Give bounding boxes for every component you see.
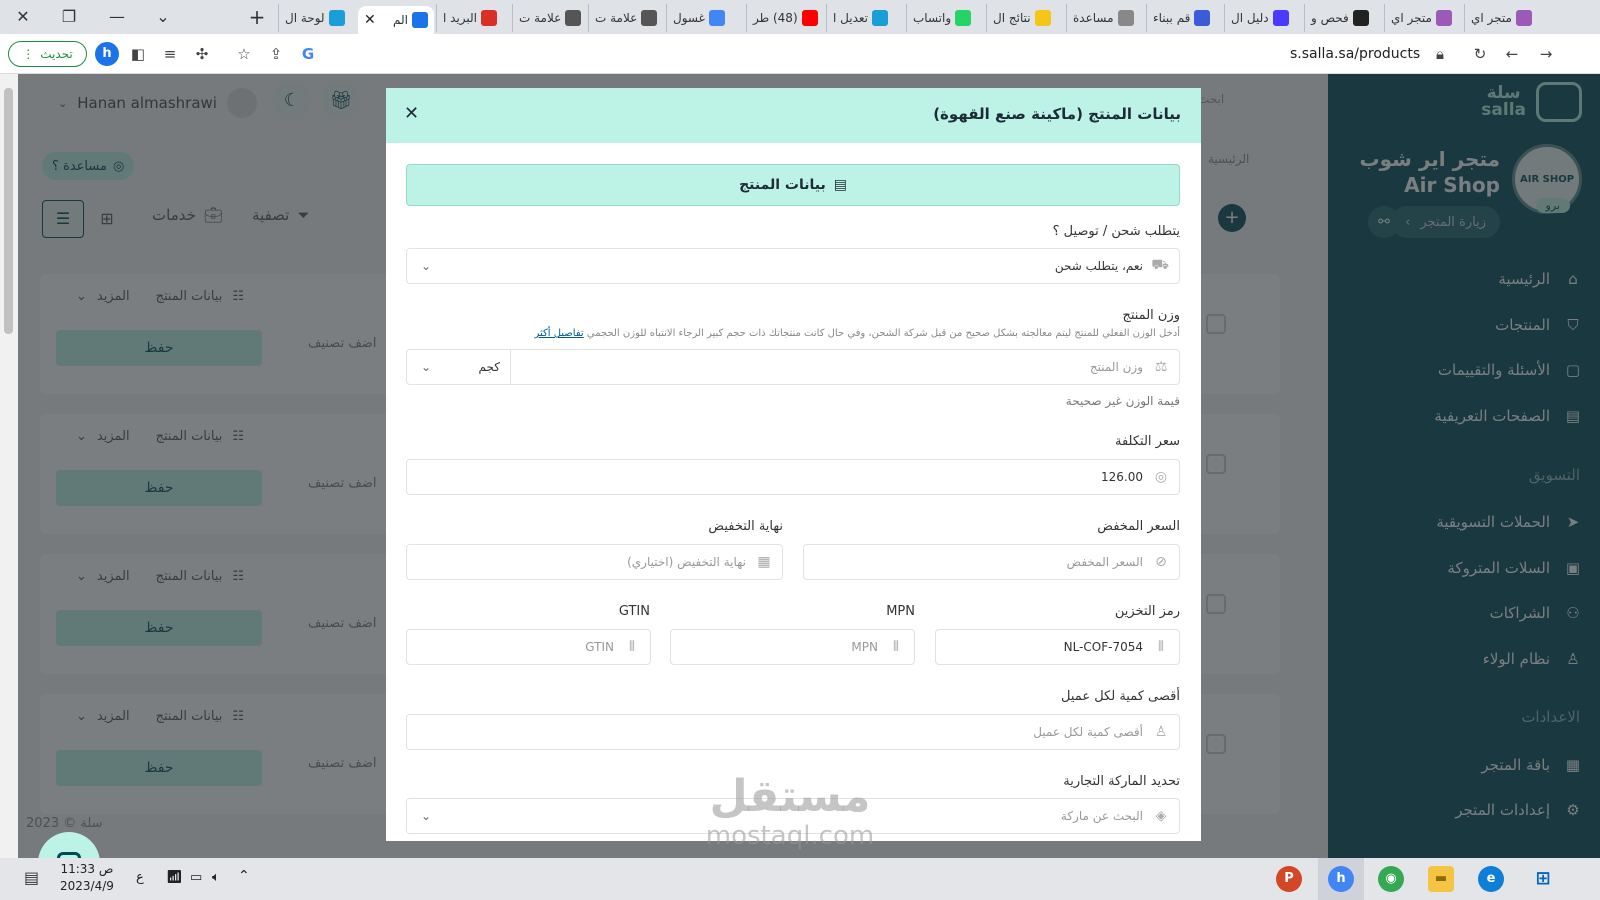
cost-input[interactable] — [406, 459, 1180, 495]
weight-placeholder: وزن المنتج — [1089, 360, 1143, 374]
url-text[interactable]: s.salla.sa/products — [1290, 46, 1421, 62]
calendar-icon: ▦ — [757, 554, 771, 570]
barcode-icon: ⦀ — [628, 639, 636, 655]
bookmark-star-icon[interactable]: ☆ — [237, 45, 251, 63]
tab-label: (48) طر — [753, 11, 798, 25]
forward-icon[interactable]: → — [1539, 45, 1553, 63]
tab-label: متجر اي — [1391, 11, 1432, 25]
tab-label: واتساب — [913, 11, 952, 25]
tab-favicon-icon — [1273, 10, 1289, 26]
shipping-select[interactable] — [406, 248, 1180, 284]
google-icon[interactable]: G — [301, 45, 315, 63]
new-tab-button[interactable]: + — [248, 5, 266, 29]
address-bar — [0, 34, 1600, 74]
update-label: تحديث — [40, 47, 73, 61]
browser-tab[interactable] — [666, 4, 746, 32]
tab-favicon-icon — [641, 10, 657, 26]
share-icon[interactable]: ⇪ — [269, 45, 283, 63]
watermark-en: mostaql.com — [705, 821, 875, 851]
chevron-down-icon: ⌄ — [421, 259, 432, 273]
max-qty-placeholder: أقصى كمية لكل عميل — [1033, 725, 1143, 739]
scale-icon: ⚖ — [1154, 359, 1168, 375]
browser-tab[interactable] — [436, 4, 510, 32]
weight-input[interactable] — [510, 349, 1180, 385]
tab-favicon-icon — [955, 10, 971, 26]
browser-tab[interactable] — [1066, 4, 1146, 32]
tab-label: البريد ا — [443, 11, 478, 25]
tab-favicon-icon — [329, 10, 345, 26]
lock-icon: 🔒︎ — [1436, 45, 1444, 63]
sale-end-label: نهاية التخفيض — [708, 519, 783, 534]
details-link[interactable]: تفاصيل أكثر — [534, 328, 584, 339]
discount-icon: ⊘ — [1155, 554, 1167, 570]
minimize-window-icon[interactable]: — — [109, 7, 125, 26]
browser-tab[interactable] — [1146, 4, 1224, 32]
shipping-label: يتطلب شحن / توصيل ؟ — [1052, 224, 1180, 239]
section-label: بيانات المنتج — [739, 177, 826, 193]
brand-placeholder: البحث عن ماركة — [1060, 809, 1143, 823]
tab-favicon-icon — [412, 12, 428, 28]
weight-label: وزن المنتج — [1122, 308, 1180, 323]
sidepanel-icon[interactable]: ◧ — [130, 45, 146, 63]
notifications-icon[interactable]: ▤ — [24, 868, 40, 887]
tab-label: متجر اي — [1471, 11, 1512, 25]
cost-label: سعر التكلفة — [1115, 434, 1180, 449]
browser-tab[interactable] — [986, 4, 1066, 32]
restore-window-icon[interactable]: ❐ — [61, 7, 77, 26]
browser-tab[interactable] — [1464, 4, 1540, 32]
tab-label: غسول — [673, 11, 705, 25]
tab-search-icon[interactable]: ⌄ — [156, 7, 170, 26]
watermark-ar: مستقل — [709, 771, 871, 822]
tab-favicon-icon — [1516, 10, 1532, 26]
tab-label: علامة ت — [519, 11, 562, 25]
back-icon[interactable]: ← — [1505, 45, 1519, 63]
close-window-icon[interactable]: ✕ — [16, 7, 30, 26]
gtin-input[interactable] — [406, 629, 651, 665]
max-qty-label: أقصى كمية لكل عميل — [1061, 689, 1180, 704]
tab-label: علامة ت — [595, 11, 638, 25]
browser-tab[interactable] — [906, 4, 986, 32]
tab-favicon-icon — [1118, 10, 1134, 26]
browser-tab-bar — [0, 0, 1600, 34]
os-taskbar — [0, 858, 1600, 900]
mpn-label: MPN — [886, 604, 915, 619]
tab-favicon-icon — [1436, 10, 1452, 26]
update-button[interactable] — [8, 41, 87, 67]
battery-icon[interactable]: ▭ — [190, 870, 203, 885]
modal-header — [386, 88, 1201, 143]
browser-tab[interactable] — [1384, 4, 1464, 32]
currency-icon: ◎ — [1154, 469, 1168, 485]
wifi-icon[interactable]: 📶︎ — [166, 870, 183, 885]
document-icon: ▤ — [833, 177, 847, 193]
mpn-input[interactable] — [670, 629, 915, 665]
clock-time: 11:33 ص — [60, 862, 114, 876]
sale-end-placeholder: نهاية التخفيض (اختياري) — [627, 555, 746, 569]
sale-price-input[interactable] — [803, 544, 1180, 580]
browser-tab[interactable] — [588, 4, 666, 32]
tab-label: نتائج ال — [993, 11, 1031, 25]
tab-favicon-icon — [1035, 10, 1051, 26]
barcode-icon: ⦀ — [1157, 639, 1165, 655]
weight-error: قيمة الوزن غير صحيحة — [1065, 394, 1180, 408]
weight-unit-select[interactable] — [406, 349, 511, 385]
brand-icon: ◈ — [1155, 808, 1167, 824]
page-scrollbar[interactable] — [0, 74, 18, 858]
shipping-value: نعم، يتطلب شحن — [1054, 259, 1143, 273]
tab-favicon-icon — [872, 10, 888, 26]
tab-label: مساعدة — [1073, 11, 1114, 25]
cost-value: 126.00 — [1101, 470, 1143, 484]
browser-tab[interactable] — [278, 4, 352, 32]
sale-price-label: السعر المخفض — [1097, 519, 1180, 534]
tab-favicon-icon — [709, 10, 725, 26]
reading-list-icon[interactable]: ≡ — [163, 45, 177, 63]
max-qty-input[interactable] — [406, 714, 1180, 750]
profile-avatar[interactable]: h — [95, 42, 119, 66]
language-indicator[interactable]: ع — [136, 870, 144, 885]
windows-start-icon[interactable]: ⊞ — [1535, 868, 1551, 889]
browser-tab[interactable] — [746, 4, 826, 32]
tab-label: دليل ال — [1231, 11, 1269, 25]
modal-title: بيانات المنتج (ماكينة صنع القهوة) — [933, 105, 1181, 123]
scrollbar-thumb[interactable] — [4, 88, 13, 334]
clock[interactable] — [60, 861, 114, 895]
chrome-profile-icon[interactable]: h — [1328, 866, 1354, 892]
mpn-placeholder: MPN — [851, 640, 878, 654]
gtin-label: GTIN — [618, 604, 650, 619]
weight-unit-value: كجم — [478, 360, 500, 374]
browser-tab[interactable] — [826, 4, 906, 32]
chevron-down-icon: ⌄ — [421, 809, 432, 823]
user-icon: ♙ — [1154, 724, 1168, 740]
gtin-placeholder: GTIN — [585, 640, 614, 654]
tab-favicon-icon — [802, 10, 818, 26]
weight-hint-text: أدخل الوزن الفعلي للمنتج ليتم معالجته بشكل صحيح من قبل شركة الشحن، وفي حال كانت منتجاتك ذات حجم كبير الرجاء الانتباه للوزن الحجمي — [586, 328, 1180, 339]
sku-value: NL-COF-7054 — [1063, 640, 1143, 654]
product-data-modal — [386, 88, 1201, 841]
tab-label: لوحة ال — [285, 11, 325, 25]
browser-tab[interactable] — [1304, 4, 1384, 32]
powerpoint-icon[interactable]: P — [1276, 866, 1302, 892]
browser-tab[interactable] — [358, 6, 434, 34]
sale-end-input[interactable] — [406, 544, 783, 580]
extensions-icon[interactable]: ✣ — [195, 45, 209, 63]
tray-chevron-icon[interactable]: ⌃ — [238, 868, 250, 884]
tab-favicon-icon — [565, 10, 581, 26]
reload-icon[interactable]: ↻ — [1473, 45, 1487, 63]
more-vert-icon: ⋮ — [22, 47, 35, 61]
edge-icon[interactable]: e — [1478, 866, 1504, 892]
close-icon[interactable]: ✕ — [404, 103, 420, 124]
tab-close-icon[interactable]: ✕ — [364, 12, 376, 28]
chrome-icon[interactable]: ◉ — [1378, 866, 1404, 892]
brand-label: تحديد الماركة التجارية — [1063, 774, 1180, 789]
file-explorer-icon[interactable]: ▬ — [1428, 866, 1454, 892]
browser-tab[interactable] — [512, 4, 586, 32]
sku-label: رمز التخزين — [1114, 604, 1180, 619]
sale-price-placeholder: السعر المخفض — [1066, 555, 1143, 569]
tab-label: الم — [393, 13, 408, 27]
browser-tab[interactable] — [1224, 4, 1304, 32]
tab-favicon-icon — [481, 10, 497, 26]
barcode-icon: ⦀ — [892, 639, 900, 655]
chevron-down-icon: ⌄ — [421, 360, 432, 374]
tab-favicon-icon — [1194, 10, 1210, 26]
sku-input[interactable] — [935, 629, 1180, 665]
product-data-section-button[interactable] — [406, 164, 1180, 206]
tab-label: قم ببناء — [1153, 11, 1191, 25]
tab-label: تعديل ا — [833, 11, 869, 25]
truck-icon: ⛟ — [1151, 257, 1169, 273]
weight-hint — [480, 328, 1180, 339]
volume-icon[interactable]: 🔈︎ — [212, 870, 220, 885]
tab-favicon-icon — [1353, 10, 1369, 26]
watermark — [690, 772, 890, 850]
tab-label: فحص و — [1311, 11, 1349, 25]
clock-date: 2023/4/9 — [60, 879, 114, 893]
